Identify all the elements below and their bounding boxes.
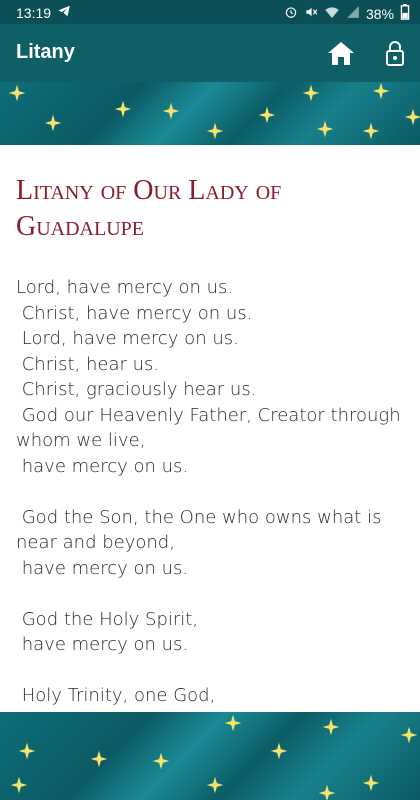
page-title: Litany of Our Lady of Guadalupe [16,175,282,242]
star-icon [44,114,62,132]
status-bar [0,0,420,24]
alarm-icon [284,5,298,22]
star-icon [318,784,336,800]
battery-percent: 38% [365,5,394,22]
star-icon [162,102,180,120]
litany-line: God our Heavenly Father, Creator through whom we live, [16,404,407,451]
star-icon [152,752,170,770]
star-icon [400,726,418,744]
litany-text [16,275,408,709]
star-icon [362,122,380,140]
star-icon [206,122,224,140]
litany-line: Christ, have mercy on us. [16,302,253,324]
star-icon [224,714,242,732]
signal-icon [346,5,360,22]
status-time: 13:19 [16,4,52,21]
litany-line: God the Holy Spirit, [16,608,199,630]
litany-line: have mercy on us. [16,634,189,655]
star-icon [302,84,320,102]
litany-line: Lord, have mercy on us. [16,328,239,349]
litany-line: Christ, graciously hear us. [16,379,257,400]
litany-line: have mercy on us. [16,455,189,477]
star-icon [372,82,390,100]
litany-blank-line [16,479,408,505]
litany-line: God the Son, the One who owns what is near and beyond, [16,506,388,553]
litany-line: Lord, have mercy on us. [16,277,234,298]
app-bar [0,24,420,82]
litany-line: Christ, hear us. [16,353,160,375]
star-icon [258,106,276,124]
litany-content[interactable] [0,145,420,712]
star-icon [316,120,334,138]
litany-line: have mercy on us. [16,557,189,579]
litany-line: Holy Trinity, one God, [16,685,216,706]
star-icon [322,718,340,736]
star-icon [10,776,28,794]
app-title: Litany [16,41,75,63]
telegram-icon [57,4,71,21]
home-icon[interactable] [324,36,358,70]
decorative-banner-top [0,82,420,145]
mute-icon [304,5,318,22]
litany-blank-line [16,658,408,684]
star-icon [362,774,380,792]
litany-blank-line [16,581,408,607]
lock-icon[interactable] [378,36,412,70]
star-icon [114,100,132,118]
star-icon [8,84,26,102]
battery-icon [400,4,410,23]
star-icon [270,742,288,760]
star-icon [206,776,224,794]
decorative-banner-bottom [0,712,420,800]
star-icon [18,742,36,760]
star-icon [404,108,420,126]
star-icon [90,750,108,768]
wifi-icon [324,5,340,22]
